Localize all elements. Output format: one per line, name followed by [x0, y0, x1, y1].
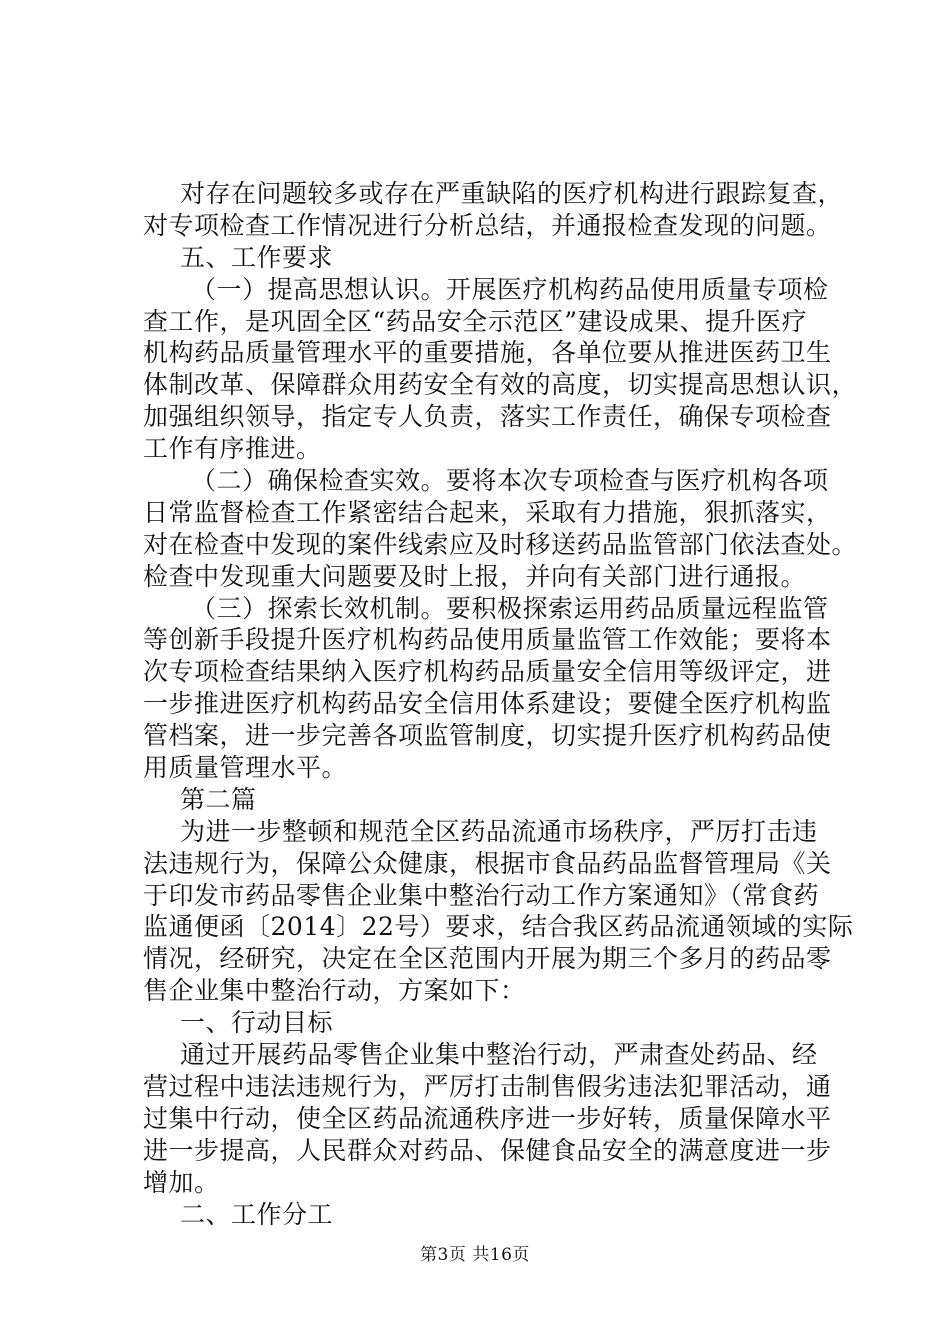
text-line: 增加。	[143, 1167, 220, 1197]
text-line: 过集中行动，使全区药品流通秩序进一步好转，质量保障水平	[143, 1103, 832, 1133]
text-line: 加强组织领导，指定专人负责，落实工作责任，确保专项检查	[143, 402, 832, 432]
text-line: 检查中发现重大问题要及时上报，并向有关部门进行通报。	[143, 561, 807, 591]
text-line: 机构药品质量管理水平的重要措施，各单位要从推进医药卫生	[143, 338, 832, 368]
text-line: 等创新手段提升医疗机构药品使用质量监管工作效能；要将本	[143, 625, 832, 655]
text-line: 进一步提高，人民群众对药品、保健食品安全的满意度进一步	[143, 1135, 832, 1165]
text-line: 为进一步整顿和规范全区药品流通市场秩序，严厉打击违	[180, 816, 818, 846]
text-line: 一、行动目标	[180, 1008, 334, 1038]
document-body	[143, 178, 858, 1230]
text-line: 用质量管理水平。	[143, 753, 348, 783]
text-line: 对在检查中发现的案件线索应及时移送药品监管部门依法查处。	[143, 529, 858, 559]
text-line: 第二篇	[180, 784, 257, 814]
text-line: 日常监督检查工作紧密结合起来，采取有力措施，狠抓落实，	[143, 497, 832, 527]
text-line: 对专项检查工作情况进行分析总结，并通报检查发现的问题。	[143, 210, 832, 240]
text-line: （三）探索长效机制。要积极探索运用药品质量远程监管	[191, 593, 829, 623]
text-line: （二）确保检查实效。要将本次专项检查与医疗机构各项	[191, 466, 829, 496]
text-line: 工作有序推进。	[143, 434, 322, 464]
text-line: 次专项检查结果纳入医疗机构药品质量安全信用等级评定，进	[143, 657, 832, 687]
text-line: 情况，经研究，决定在全区范围内开展为期三个多月的药品零	[143, 944, 832, 974]
text-line: 管档案，进一步完善各项监管制度，切实提升医疗机构药品使	[143, 721, 832, 751]
text-line: 查工作，是巩固全区“药品安全示范区”建设成果、提升医疗	[143, 306, 808, 336]
text-line: 五、工作要求	[180, 242, 334, 272]
text-line: 体制改革、保障群众用药安全有效的高度，切实提高思想认识，	[143, 370, 858, 400]
text-line: 对存在问题较多或存在严重缺陷的医疗机构进行跟踪复查，	[180, 179, 844, 208]
text-line: （一）提高思想认识。开展医疗机构药品使用质量专项检	[191, 274, 829, 304]
text-line: 通过开展药品零售企业集中整治行动，严肃查处药品、经	[180, 1040, 818, 1070]
text-line: 于印发市药品零售企业集中整治行动工作方案通知》（常食药	[143, 880, 820, 910]
text-line: 售企业集中整治行动，方案如下：	[143, 976, 526, 1006]
text-line: 二、工作分工	[180, 1199, 334, 1229]
page-footer: 第3页 共16页	[420, 1245, 530, 1265]
text-line: 一步推进医疗机构药品安全信用体系建设；要健全医疗机构监	[143, 689, 832, 719]
text-line: 营过程中违法违规行为，严厉打击制售假劣违法犯罪活动，通	[143, 1071, 832, 1101]
text-line: 法违规行为，保障公众健康，根据市食品药品监督管理局《关	[143, 848, 832, 878]
text-line: 监通便函〔2014〕22号）要求，结合我区药品流通领域的实际	[143, 912, 854, 942]
